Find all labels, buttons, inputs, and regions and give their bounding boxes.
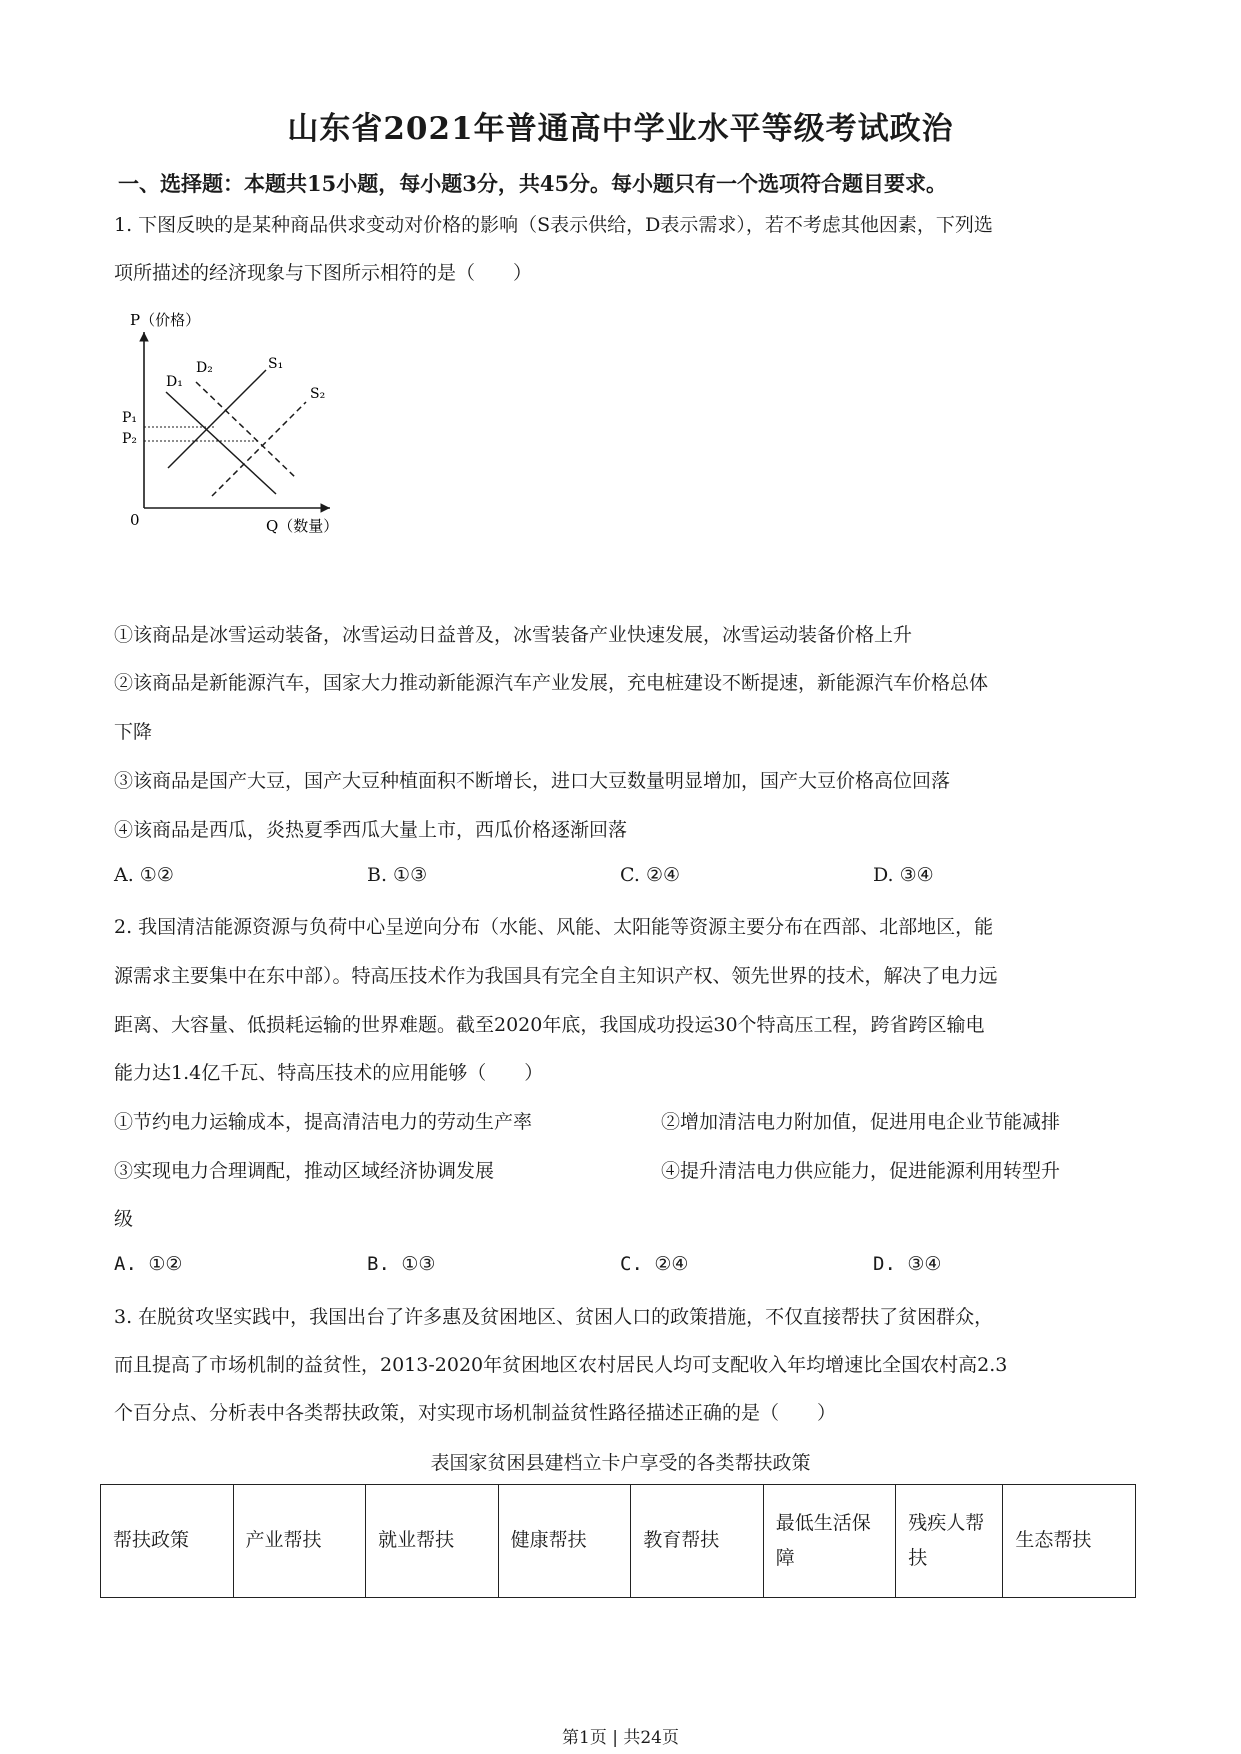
table-cell: 就业帮扶 [366, 1485, 499, 1598]
question-1-statement: ④该商品是西瓜，炎热夏季西瓜大量上市，西瓜价格逐渐回落 [114, 819, 628, 841]
x-axis-label: Q（数量） [266, 517, 339, 535]
question-3-line: 个百分点、分析表中各类帮扶政策，对实现市场机制益贫性路径描述正确的是（ ） [114, 1402, 837, 1424]
question-2-option-c: C. ②④ [620, 1253, 689, 1275]
table-cell: 最低生活保 障 [763, 1485, 896, 1598]
question-1-option-b: B. ①③ [367, 864, 428, 886]
question-2-statement: ①节约电力运输成本，提高清洁电力的劳动生产率 [114, 1111, 533, 1133]
supply-demand-graph [120, 312, 360, 542]
question-2-line: 2. 我国清洁能源资源与负荷中心呈逆向分布（水能、风能、太阳能等资源主要分布在西部、北部地区，能 [114, 916, 994, 938]
table-cell: 健康帮扶 [498, 1485, 631, 1598]
question-2-statement: 级 [114, 1208, 134, 1230]
question-1-statement: ②该商品是新能源汽车，国家大力推动新能源汽车产业发展，充电桩建设不断提速，新能源汽车价格总体 [114, 672, 989, 694]
page-footer: 第1页 | 共24页 [562, 1728, 679, 1748]
question-3-line: 3. 在脱贫攻坚实践中，我国出台了许多惠及贫困地区、贫困人口的政策措施，不仅直接帮扶了贫困群众， [114, 1306, 994, 1328]
table-cell: 生态帮扶 [1003, 1485, 1136, 1598]
s1-label: S₁ [268, 356, 284, 372]
p2-label: P₂ [122, 431, 138, 447]
origin-label: 0 [130, 511, 140, 529]
y-axis-label: P（价格） [130, 312, 201, 329]
question-1-line: 1. 下图反映的是某种商品供求变动对价格的影响（S表示供给，D表示需求），若不考虑其他因素，下列选 [114, 214, 993, 236]
table-cell: 产业帮扶 [233, 1485, 366, 1598]
demand-curve-d2 [196, 382, 296, 478]
question-3-line: 而且提高了市场机制的益贫性，2013-2020年贫困地区农村居民人均可支配收入年均增速比全国农村高2.3 [114, 1354, 1008, 1376]
question-2-statement: ④提升清洁电力供应能力，促进能源利用转型升 [661, 1160, 1061, 1182]
question-1-statement: ③该商品是国产大豆，国产大豆种植面积不断增长，进口大豆数量明显增加，国产大豆价格高位回落 [114, 770, 951, 792]
question-2-statement: ③实现电力合理调配，推动区域经济协调发展 [114, 1160, 495, 1182]
table-row [101, 1485, 1136, 1598]
s2-label: S₂ [310, 386, 326, 402]
question-2-option-d: D. ③④ [873, 1253, 942, 1275]
question-2-line: 距离、大容量、低损耗运输的世界难题。截至2020年底，我国成功投运30个特高压工程，跨省跨区输电 [114, 1014, 985, 1036]
table-cell: 教育帮扶 [631, 1485, 764, 1598]
question-2-line: 源需求主要集中在东中部）。特高压技术作为我国具有完全自主知识产权、领先世界的技术，解决了电力远 [114, 965, 998, 987]
question-1-option-a: A. ①② [114, 864, 174, 886]
question-2-line: 能力达1.4亿千瓦、特高压技术的应用能够（ ） [114, 1062, 544, 1084]
d1-label: D₁ [166, 374, 183, 390]
table-cell: 帮扶政策 [101, 1485, 234, 1598]
section-heading: 一、选择题：本题共15小题，每小题3分，共45分。每小题只有一个选项符合题目要求。 [118, 171, 948, 196]
question-1-statement: 下降 [114, 721, 153, 743]
supply-curve-s2 [212, 402, 306, 496]
d2-label: D₂ [196, 360, 213, 376]
question-2-option-a: A. ①② [114, 1253, 183, 1275]
question-2-statement: ②增加清洁电力附加值，促进用电企业节能减排 [661, 1111, 1061, 1133]
p1-label: P₁ [122, 410, 138, 426]
policy-table [100, 1484, 1136, 1598]
question-1-line: 项所描述的经济现象与下图所示相符的是（ ） [114, 262, 533, 284]
table-cell: 残疾人帮 扶 [896, 1485, 1003, 1598]
question-2-option-b: B. ①③ [367, 1253, 436, 1275]
table-caption: 表国家贫困县建档立卡户享受的各类帮扶政策 [430, 1452, 811, 1474]
question-1-option-c: C. ②④ [620, 864, 681, 886]
demand-curve-d1 [166, 392, 276, 494]
question-1-statement: ①该商品是冰雪运动装备，冰雪运动日益普及，冰雪装备产业快速发展，冰雪运动装备价格上升 [114, 624, 913, 646]
page-title: 山东省2021年普通高中学业水平等级考试政治 [287, 111, 954, 147]
question-1-option-d: D. ③④ [873, 864, 934, 886]
